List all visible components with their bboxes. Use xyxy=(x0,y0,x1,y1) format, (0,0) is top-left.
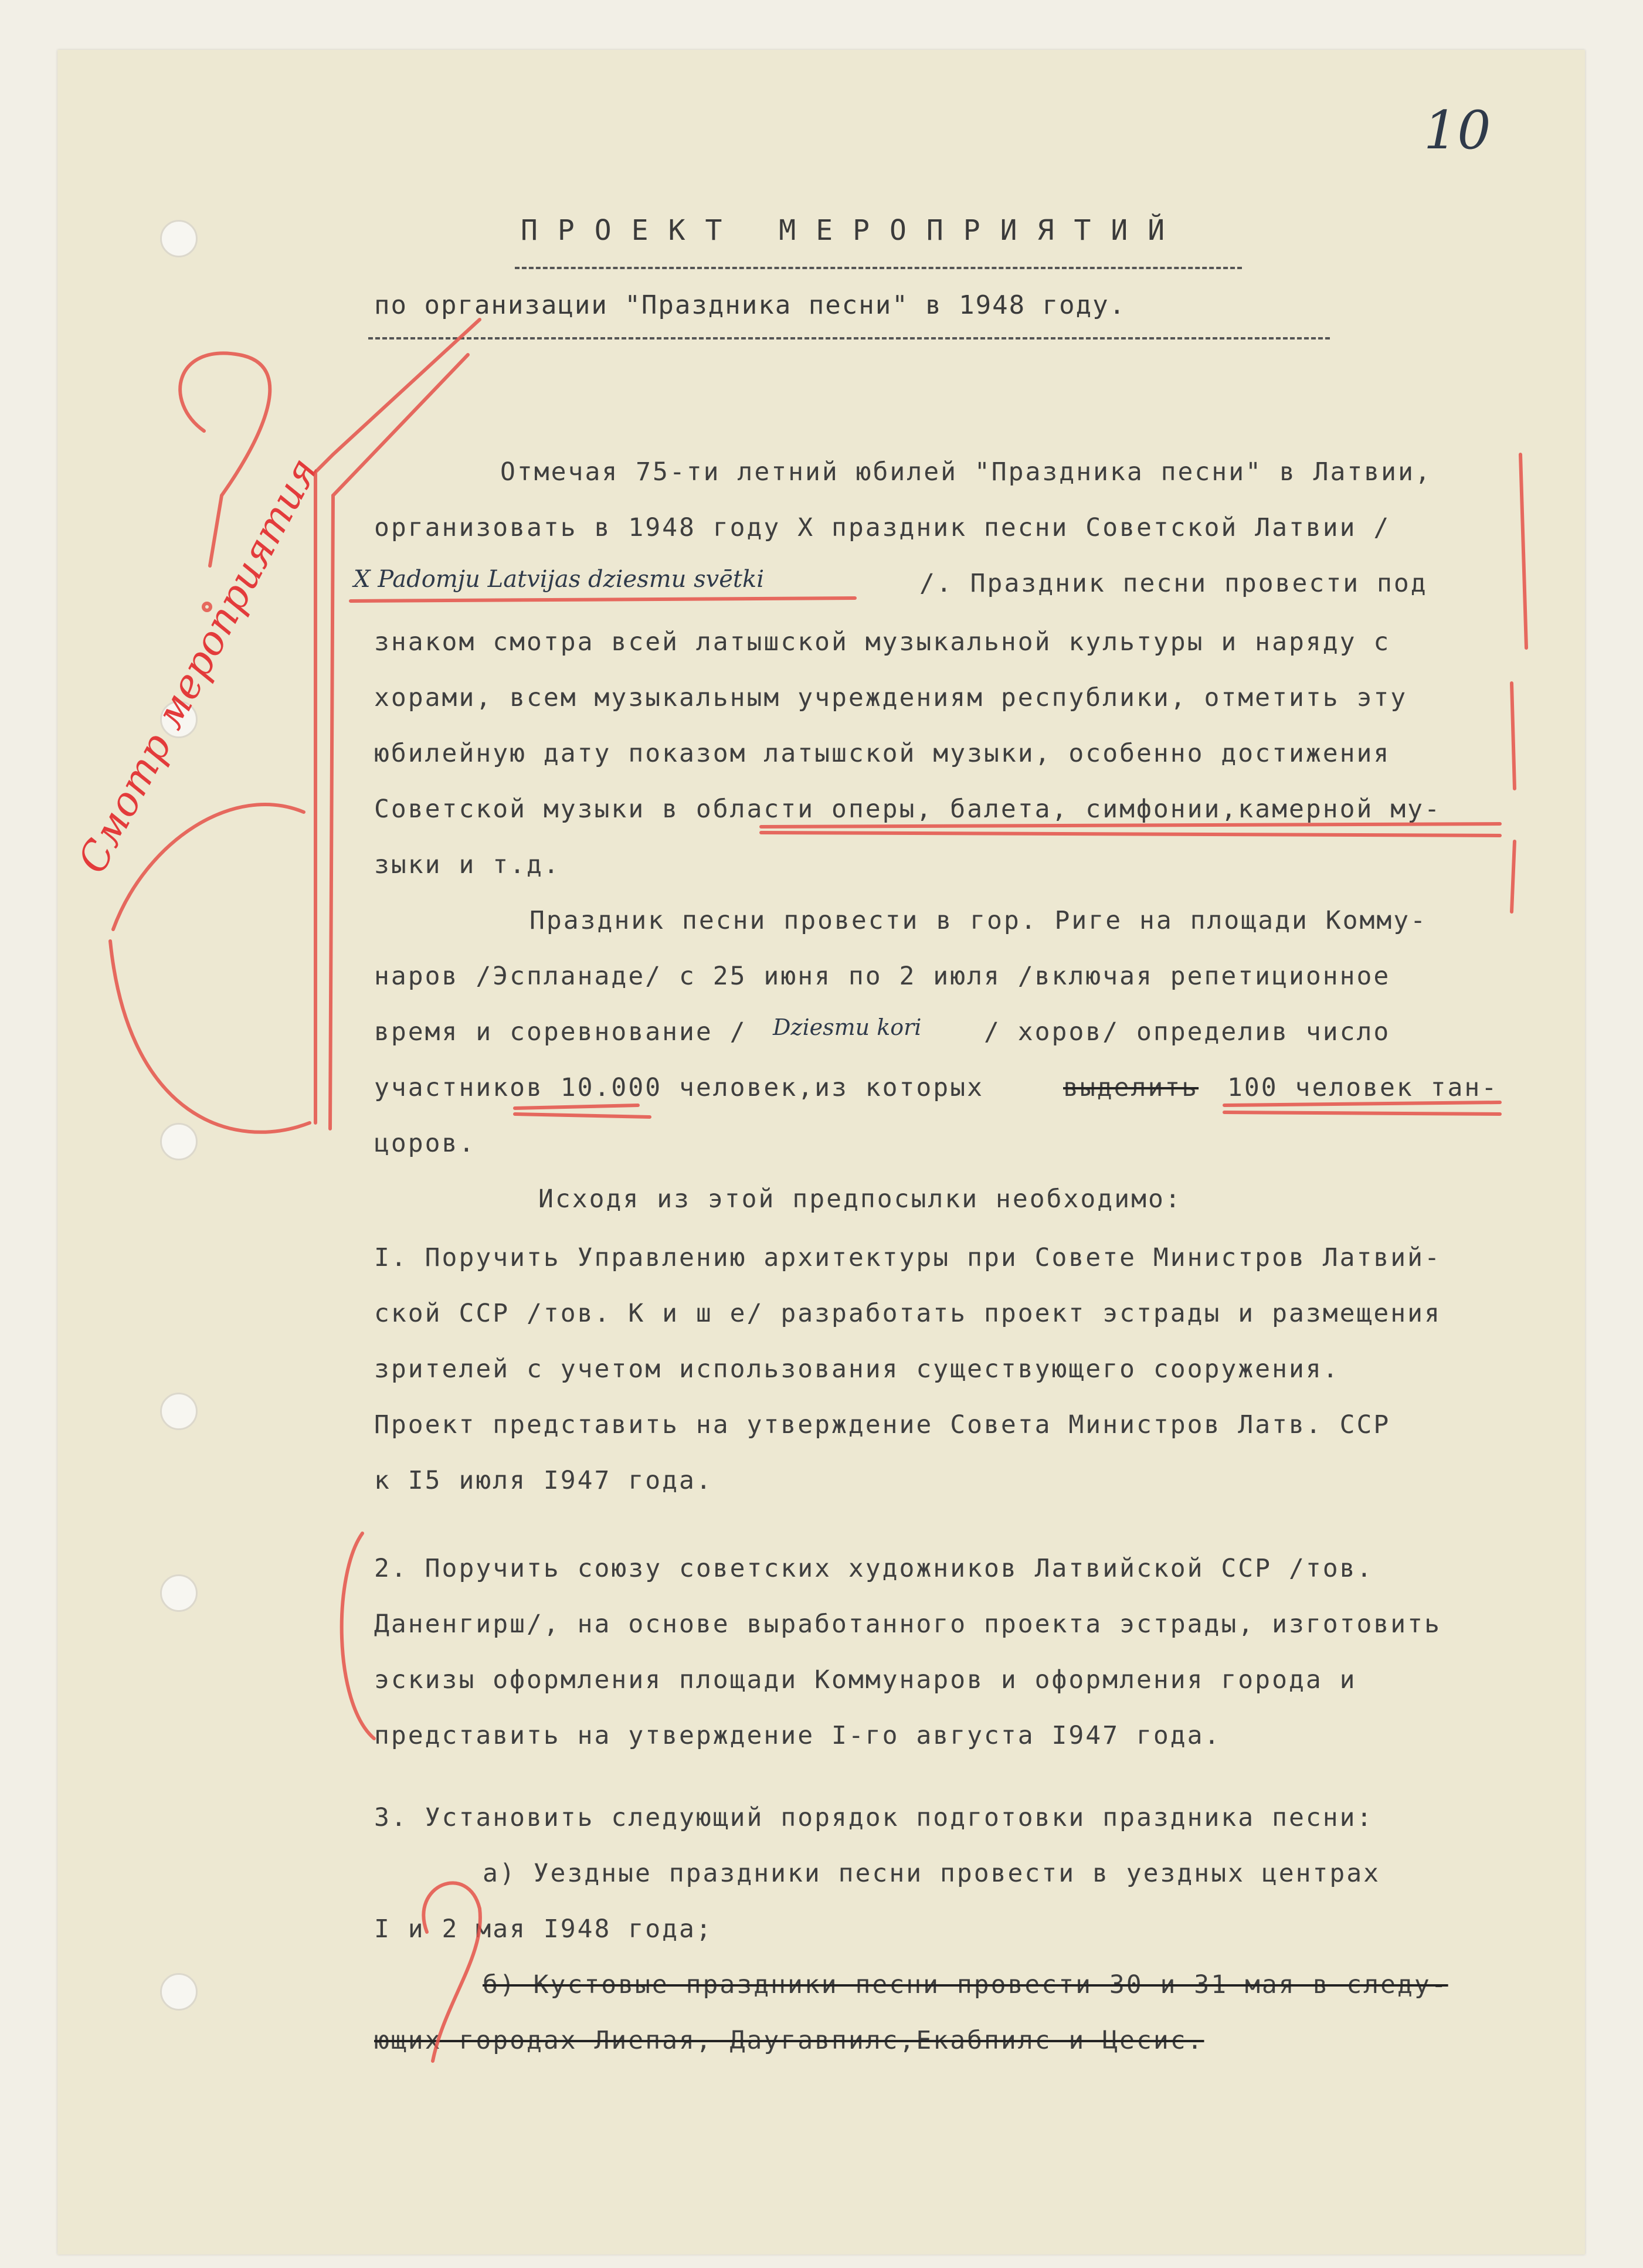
para1-line: /. Праздник песни провести под xyxy=(919,569,1428,598)
item1-line: к I5 июля I947 года. xyxy=(374,1466,713,1495)
para2-line: / хоров/ определив число xyxy=(984,1017,1391,1047)
item2-line: Даненгирш/, на основе выработанного проекта эстрады, изготовить xyxy=(374,1610,1441,1639)
document-title: ПРОЕКТ МЕРОПРИЯТИЙ xyxy=(521,214,1185,247)
item3-line: I и 2 мая I948 года; xyxy=(374,1914,713,1944)
struck-word: выделить xyxy=(1063,1073,1199,1102)
document-page xyxy=(57,50,1585,2255)
binder-hole xyxy=(160,220,198,257)
item2-line: 2. Поручить союзу советских художников Латвийской ССР /тов. xyxy=(374,1554,1374,1583)
binder-hole xyxy=(160,1574,198,1612)
subtitle-underline xyxy=(368,337,1330,339)
red-margin-note: Смотр мероприятия xyxy=(69,450,328,881)
item2-line: представить на утверждение I-го августа I947 года. xyxy=(374,1721,1221,1750)
binder-hole xyxy=(160,1973,198,2011)
para2-line: Праздник песни провести в гор. Риге на площади Комму- xyxy=(529,906,1428,935)
para1-line: Советской музыки в области оперы, балета, симфонии,камерной му- xyxy=(374,795,1441,824)
para2-line: участников 10.000 человек,из которых xyxy=(374,1073,984,1102)
item3-line: а) Уездные праздники песни провести в уездных центрах xyxy=(483,1859,1381,1888)
handwritten-latvian-title: X Padomju Latvijas dziesmu svētki xyxy=(354,566,764,593)
page-number: 10 xyxy=(1424,100,1491,161)
para1-line: зыки и т.д. xyxy=(374,850,561,880)
binder-hole xyxy=(160,1123,198,1160)
item1-line: Проект представить на утверждение Совета Министров Латв. ССР xyxy=(374,1410,1391,1439)
item3-struck-line: б) Кустовые праздники песни провести 30 и 31 мая в следу- xyxy=(483,1970,1448,1999)
item1-line: I. Поручить Управлению архитектуры при Совете Министров Латвий- xyxy=(374,1243,1441,1272)
item3-struck-line: ющих городах Лиепая, Даугавпилс,Екабпилс и Цесис. xyxy=(374,2026,1204,2055)
para2-line: цоров. xyxy=(374,1129,476,1158)
para1-line: организовать в 1948 году X праздник песни Советской Латвии / xyxy=(374,513,1391,542)
item2-line: эскизы оформления площади Коммунаров и оформления города и xyxy=(374,1665,1357,1695)
para2-line: время и соревнование / xyxy=(374,1017,747,1047)
para1-line: юбилейную дату показом латышской музыки, особенно достижения xyxy=(374,739,1391,768)
item1-line: зрителей с учетом использования существующего сооружения. xyxy=(374,1354,1340,1384)
red-pencil-marks xyxy=(57,50,1585,2255)
para1-line: хорами, всем музыкальным учреждениям республики, отметить эту xyxy=(374,683,1408,712)
lead-in: Исходя из этой предпосылки необходимо: xyxy=(538,1184,1182,1214)
item3-line: 3. Установить следующий порядок подготовки праздника песни: xyxy=(374,1803,1374,1832)
title-underline xyxy=(515,267,1242,269)
item1-line: ской ССР /тов. К и ш е/ разработать проект эстрады и размещения xyxy=(374,1299,1441,1328)
binder-hole xyxy=(160,1393,198,1430)
handwritten-choirs: Dziesmu kori xyxy=(773,1014,922,1040)
document-subtitle: по организации "Праздника песни" в 1948 году. xyxy=(374,290,1126,320)
para2-line: 100 человек тан- xyxy=(1227,1073,1499,1102)
para2-line: наров /Эспланаде/ с 25 июня по 2 июля /включая репетиционное xyxy=(374,962,1391,991)
para1-line: Отмечая 75-ти летний юбилей "Праздника песни" в Латвии, xyxy=(500,457,1432,487)
para1-line: знаком смотра всей латышской музыкальной культуры и наряду с xyxy=(374,627,1391,657)
